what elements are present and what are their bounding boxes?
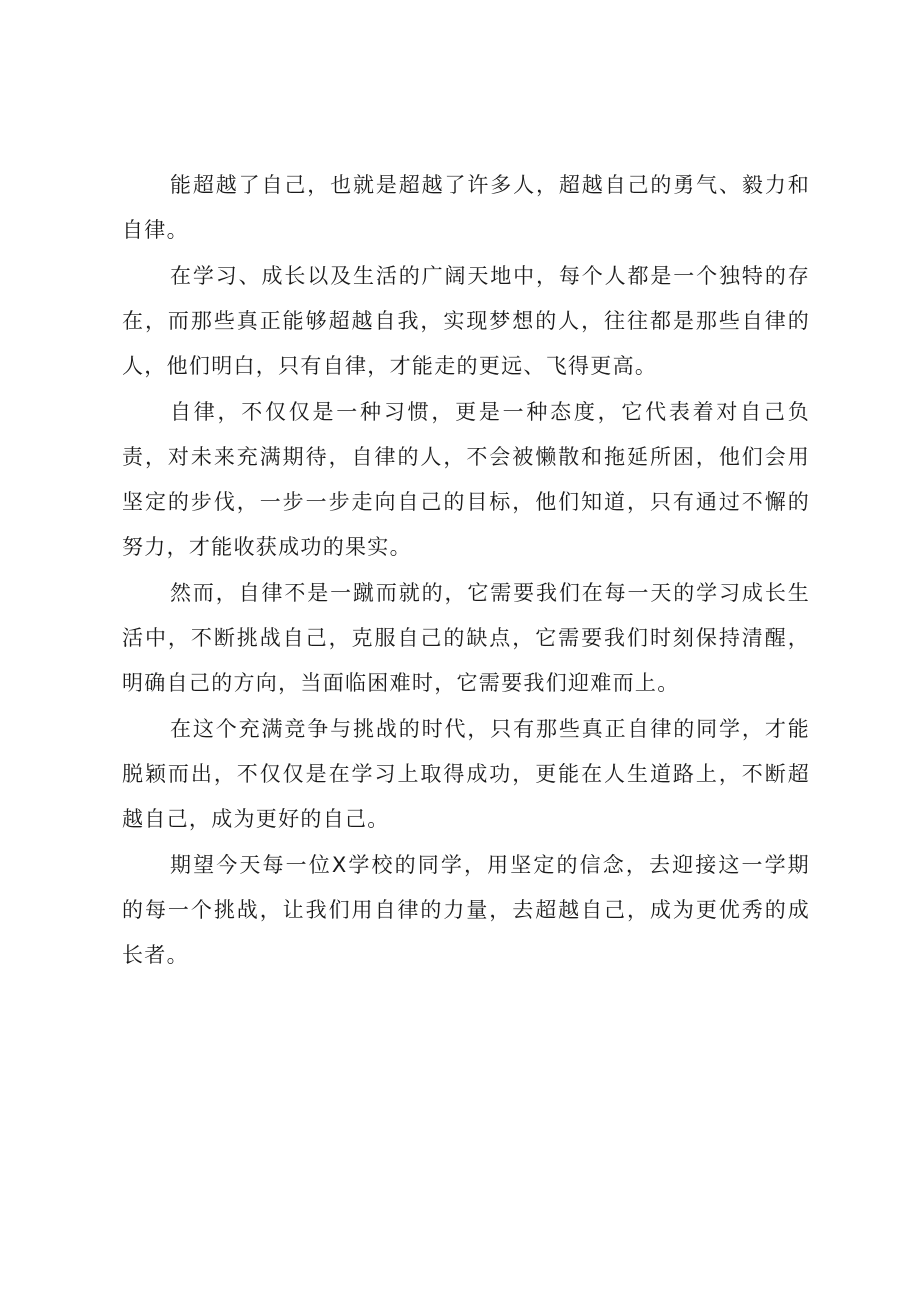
paragraph-3: 自律，不仅仅是一种习惯，更是一种态度，它代表着对自己负责，对未来充满期待，自律的人，不会被懒散和拖延所困，他们会用坚定的步伐，一步一步走向自己的目标，他们知道，只有通过不懈的努力，才能收获成功的果实。 [122, 400, 810, 559]
paragraph-5: 在这个充满竞争与挑战的时代，只有那些真正自律的同学，才能脱颖而出，不仅仅是在学习上取得成功，更能在人生道路上，不断超越自己，成为更好的自己。 [122, 717, 810, 831]
paragraph-1: 能超越了自己，也就是超越了许多人，超越自己的勇气、毅力和自律。 [122, 173, 810, 242]
paragraph-4: 然而，自律不是一蹴而就的，它需要我们在每一天的学习成长生活中，不断挑战自己，克服自己的缺点，它需要我们时刻保持清醒，明确自己的方向，当面临困难时，它需要我们迎难而上。 [122, 581, 810, 695]
paragraph-2: 在学习、成长以及生活的广阔天地中，每个人都是一个独特的存在，而那些真正能够超越自我，实现梦想的人，往往都是那些自律的人，他们明白，只有自律，才能走的更远、飞得更高。 [122, 264, 810, 378]
paragraph-6: 期望今天每一位X学校的同学，用坚定的信念，去迎接这一学期的每一个挑战，让我们用自律的力量，去超越自己，成为更优秀的成长者。 [122, 853, 810, 967]
document-body [122, 163, 810, 979]
